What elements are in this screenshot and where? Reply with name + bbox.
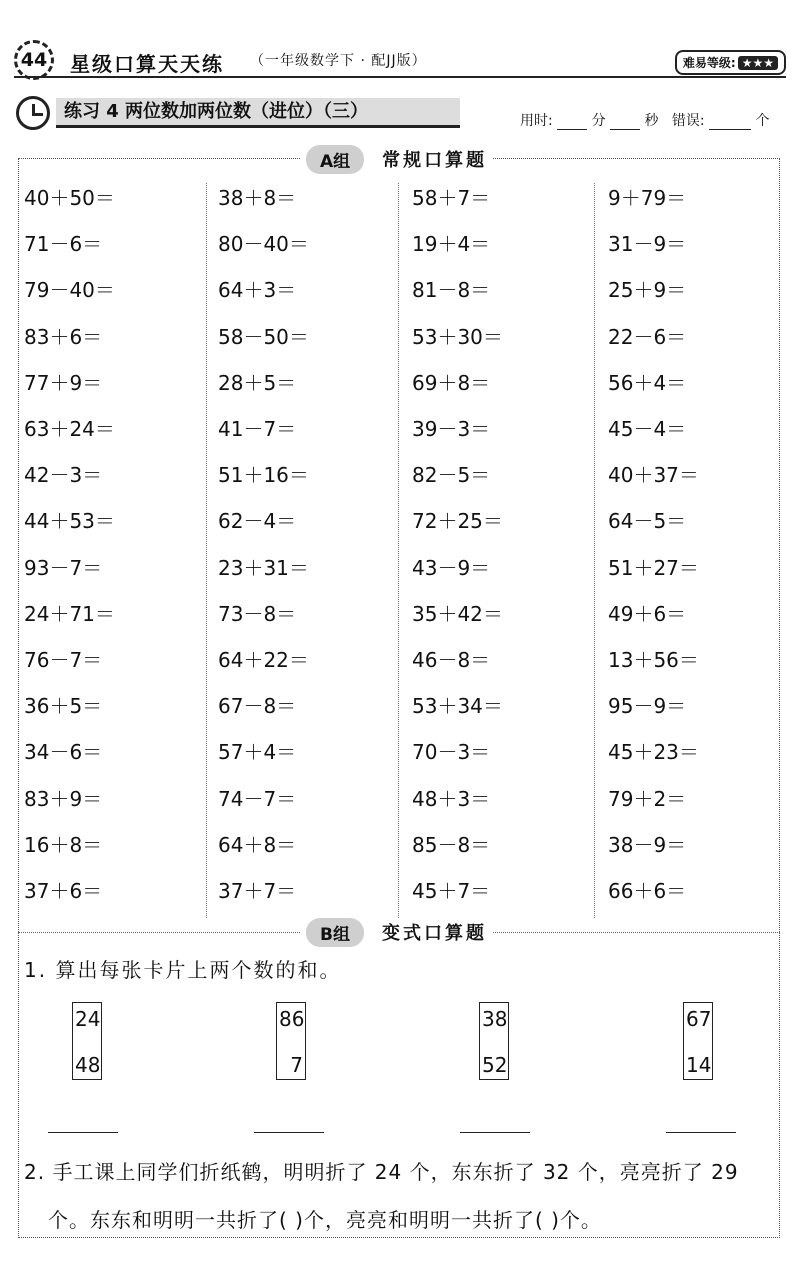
card-top-number: 38 bbox=[482, 1007, 508, 1031]
exercise-title-bar bbox=[16, 96, 460, 130]
group-a-title: 常规口算题 bbox=[382, 150, 488, 171]
arithmetic-problem: 85－8＝ bbox=[412, 832, 491, 857]
page-header bbox=[14, 36, 786, 80]
arithmetic-problem: 19＋4＝ bbox=[412, 232, 491, 257]
card-top-number: 67 bbox=[686, 1007, 712, 1031]
arithmetic-problem: 79－40＝ bbox=[24, 278, 115, 303]
group-b-badge: B组 bbox=[306, 918, 364, 947]
arithmetic-problem: 95－9＝ bbox=[608, 694, 687, 719]
arithmetic-problem: 69＋8＝ bbox=[412, 370, 491, 395]
arithmetic-problem: 34－6＝ bbox=[24, 740, 103, 765]
answer-blank[interactable] bbox=[460, 1132, 530, 1133]
question-2-line-1: 2. 手工课上同学们折纸鹤，明明折了 24 个，东东折了 32 个，亮亮折了 29 bbox=[24, 1160, 739, 1184]
arithmetic-problem: 63＋24＝ bbox=[24, 417, 115, 441]
arithmetic-problem: 46－8＝ bbox=[412, 648, 491, 672]
group-b-header bbox=[300, 918, 493, 946]
arithmetic-problem: 64＋3＝ bbox=[218, 278, 297, 303]
arithmetic-problem: 39－3＝ bbox=[412, 417, 491, 441]
arithmetic-problem: 37＋7＝ bbox=[218, 879, 297, 903]
arithmetic-problem: 24＋71＝ bbox=[24, 601, 115, 626]
seconds-label: 秒 bbox=[644, 113, 659, 129]
difficulty-label: 难易等级: bbox=[682, 56, 736, 70]
arithmetic-problem: 83＋6＝ bbox=[24, 324, 103, 349]
card-bottom-number: 7 bbox=[290, 1053, 303, 1077]
group-b-title: 变式口算题 bbox=[381, 923, 487, 944]
page-number: 44 bbox=[14, 40, 54, 80]
column-divider bbox=[206, 183, 207, 918]
arithmetic-problem: 83＋9＝ bbox=[24, 786, 103, 811]
number-card bbox=[72, 1002, 102, 1080]
arithmetic-problem: 77＋9＝ bbox=[24, 370, 103, 395]
column-divider bbox=[398, 183, 399, 918]
arithmetic-problem: 40＋50＝ bbox=[24, 186, 115, 210]
arithmetic-problem: 36＋5＝ bbox=[24, 694, 103, 719]
arithmetic-problem: 28＋5＝ bbox=[218, 370, 297, 395]
count-label: 个 bbox=[755, 113, 770, 129]
arithmetic-problem: 51＋27＝ bbox=[608, 555, 699, 580]
difficulty-badge bbox=[675, 50, 786, 75]
arithmetic-problem: 48＋3＝ bbox=[412, 786, 491, 811]
arithmetic-problem: 64＋22＝ bbox=[218, 648, 309, 672]
arithmetic-problem: 49＋6＝ bbox=[608, 601, 687, 626]
card-bottom-number: 52 bbox=[482, 1053, 508, 1077]
arithmetic-problem: 45＋23＝ bbox=[608, 740, 699, 765]
arithmetic-problem: 72＋25＝ bbox=[412, 509, 503, 534]
arithmetic-problem: 25＋9＝ bbox=[608, 278, 687, 303]
arithmetic-problem: 43－9＝ bbox=[412, 555, 491, 580]
minutes-blank[interactable] bbox=[557, 114, 587, 130]
arithmetic-problem: 23＋31＝ bbox=[218, 555, 309, 580]
card-top-number: 24 bbox=[75, 1007, 101, 1031]
arithmetic-problem: 31－9＝ bbox=[608, 232, 687, 257]
seconds-blank[interactable] bbox=[610, 114, 640, 130]
arithmetic-problem: 81－8＝ bbox=[412, 278, 491, 303]
question-1: 1. 算出每张卡片上两个数的和。 bbox=[24, 958, 342, 982]
arithmetic-problem: 79＋2＝ bbox=[608, 786, 687, 811]
series-title: 星级口算天天练 bbox=[70, 52, 224, 76]
arithmetic-problem: 64－5＝ bbox=[608, 509, 687, 534]
arithmetic-problem: 22－6＝ bbox=[608, 324, 687, 349]
arithmetic-problem: 80－40＝ bbox=[218, 232, 309, 257]
arithmetic-problem: 70－3＝ bbox=[412, 740, 491, 765]
number-card bbox=[479, 1002, 509, 1080]
answer-blank[interactable] bbox=[48, 1132, 118, 1133]
arithmetic-problem: 40＋37＝ bbox=[608, 463, 699, 488]
arithmetic-problem: 44＋53＝ bbox=[24, 509, 115, 534]
card-bottom-number: 14 bbox=[686, 1053, 712, 1077]
error-label: 错误: bbox=[671, 113, 705, 129]
arithmetic-problem: 13＋56＝ bbox=[608, 648, 699, 672]
arithmetic-problem: 58＋7＝ bbox=[412, 186, 491, 210]
arithmetic-problem: 35＋42＝ bbox=[412, 601, 503, 626]
number-card bbox=[276, 1002, 306, 1080]
arithmetic-problem: 62－4＝ bbox=[218, 509, 297, 534]
errors-blank[interactable] bbox=[709, 114, 751, 130]
arithmetic-problem: 42－3＝ bbox=[24, 463, 103, 488]
arithmetic-problem: 76－7＝ bbox=[24, 648, 103, 672]
card-bottom-number: 48 bbox=[75, 1053, 101, 1077]
arithmetic-problem: 57＋4＝ bbox=[218, 740, 297, 765]
exercise-title: 练习 4 两位数加两位数（进位）（三） bbox=[56, 98, 460, 128]
arithmetic-problem: 74－7＝ bbox=[218, 786, 297, 811]
arithmetic-problem: 9＋79＝ bbox=[608, 186, 687, 210]
arithmetic-problem: 53＋34＝ bbox=[412, 694, 503, 719]
arithmetic-problem: 56＋4＝ bbox=[608, 370, 687, 395]
arithmetic-problem: 45＋7＝ bbox=[412, 879, 491, 903]
arithmetic-problem: 64＋8＝ bbox=[218, 832, 297, 857]
arithmetic-problem: 66＋6＝ bbox=[608, 879, 687, 903]
question-2-line-2: 个。东东和明明一共折了( )个，亮亮和明明一共折了( )个。 bbox=[48, 1208, 602, 1232]
arithmetic-problem: 38＋8＝ bbox=[218, 186, 297, 210]
answer-blank[interactable] bbox=[666, 1132, 736, 1133]
arithmetic-problem: 45－4＝ bbox=[608, 417, 687, 441]
arithmetic-problem: 41－7＝ bbox=[218, 417, 297, 441]
arithmetic-problem: 71－6＝ bbox=[24, 232, 103, 257]
arithmetic-problem: 51＋16＝ bbox=[218, 463, 309, 488]
timing-row bbox=[520, 110, 770, 130]
group-a-badge: A组 bbox=[306, 145, 364, 174]
arithmetic-problem: 16＋8＝ bbox=[24, 832, 103, 857]
column-divider bbox=[594, 183, 595, 918]
arithmetic-problem: 37＋6＝ bbox=[24, 879, 103, 903]
arithmetic-problem: 73－8＝ bbox=[218, 601, 297, 626]
alarm-clock-icon bbox=[16, 96, 50, 130]
arithmetic-problem: 67－8＝ bbox=[218, 694, 297, 719]
time-label: 用时: bbox=[520, 113, 553, 129]
minutes-label: 分 bbox=[591, 113, 606, 129]
card-top-number: 86 bbox=[279, 1007, 305, 1031]
header-divider bbox=[14, 76, 786, 78]
grade-label: （一年级数学下 · 配JJ版） bbox=[250, 53, 427, 69]
arithmetic-problem: 93－7＝ bbox=[24, 555, 103, 580]
arithmetic-problem: 82－5＝ bbox=[412, 463, 491, 488]
arithmetic-problem: 38－9＝ bbox=[608, 832, 687, 857]
arithmetic-problem: 58－50＝ bbox=[218, 324, 309, 349]
arithmetic-problem: 53＋30＝ bbox=[412, 324, 503, 349]
difficulty-stars: ★★★ bbox=[738, 56, 778, 70]
group-a-header bbox=[300, 145, 493, 173]
number-card bbox=[683, 1002, 713, 1080]
answer-blank[interactable] bbox=[254, 1132, 324, 1133]
